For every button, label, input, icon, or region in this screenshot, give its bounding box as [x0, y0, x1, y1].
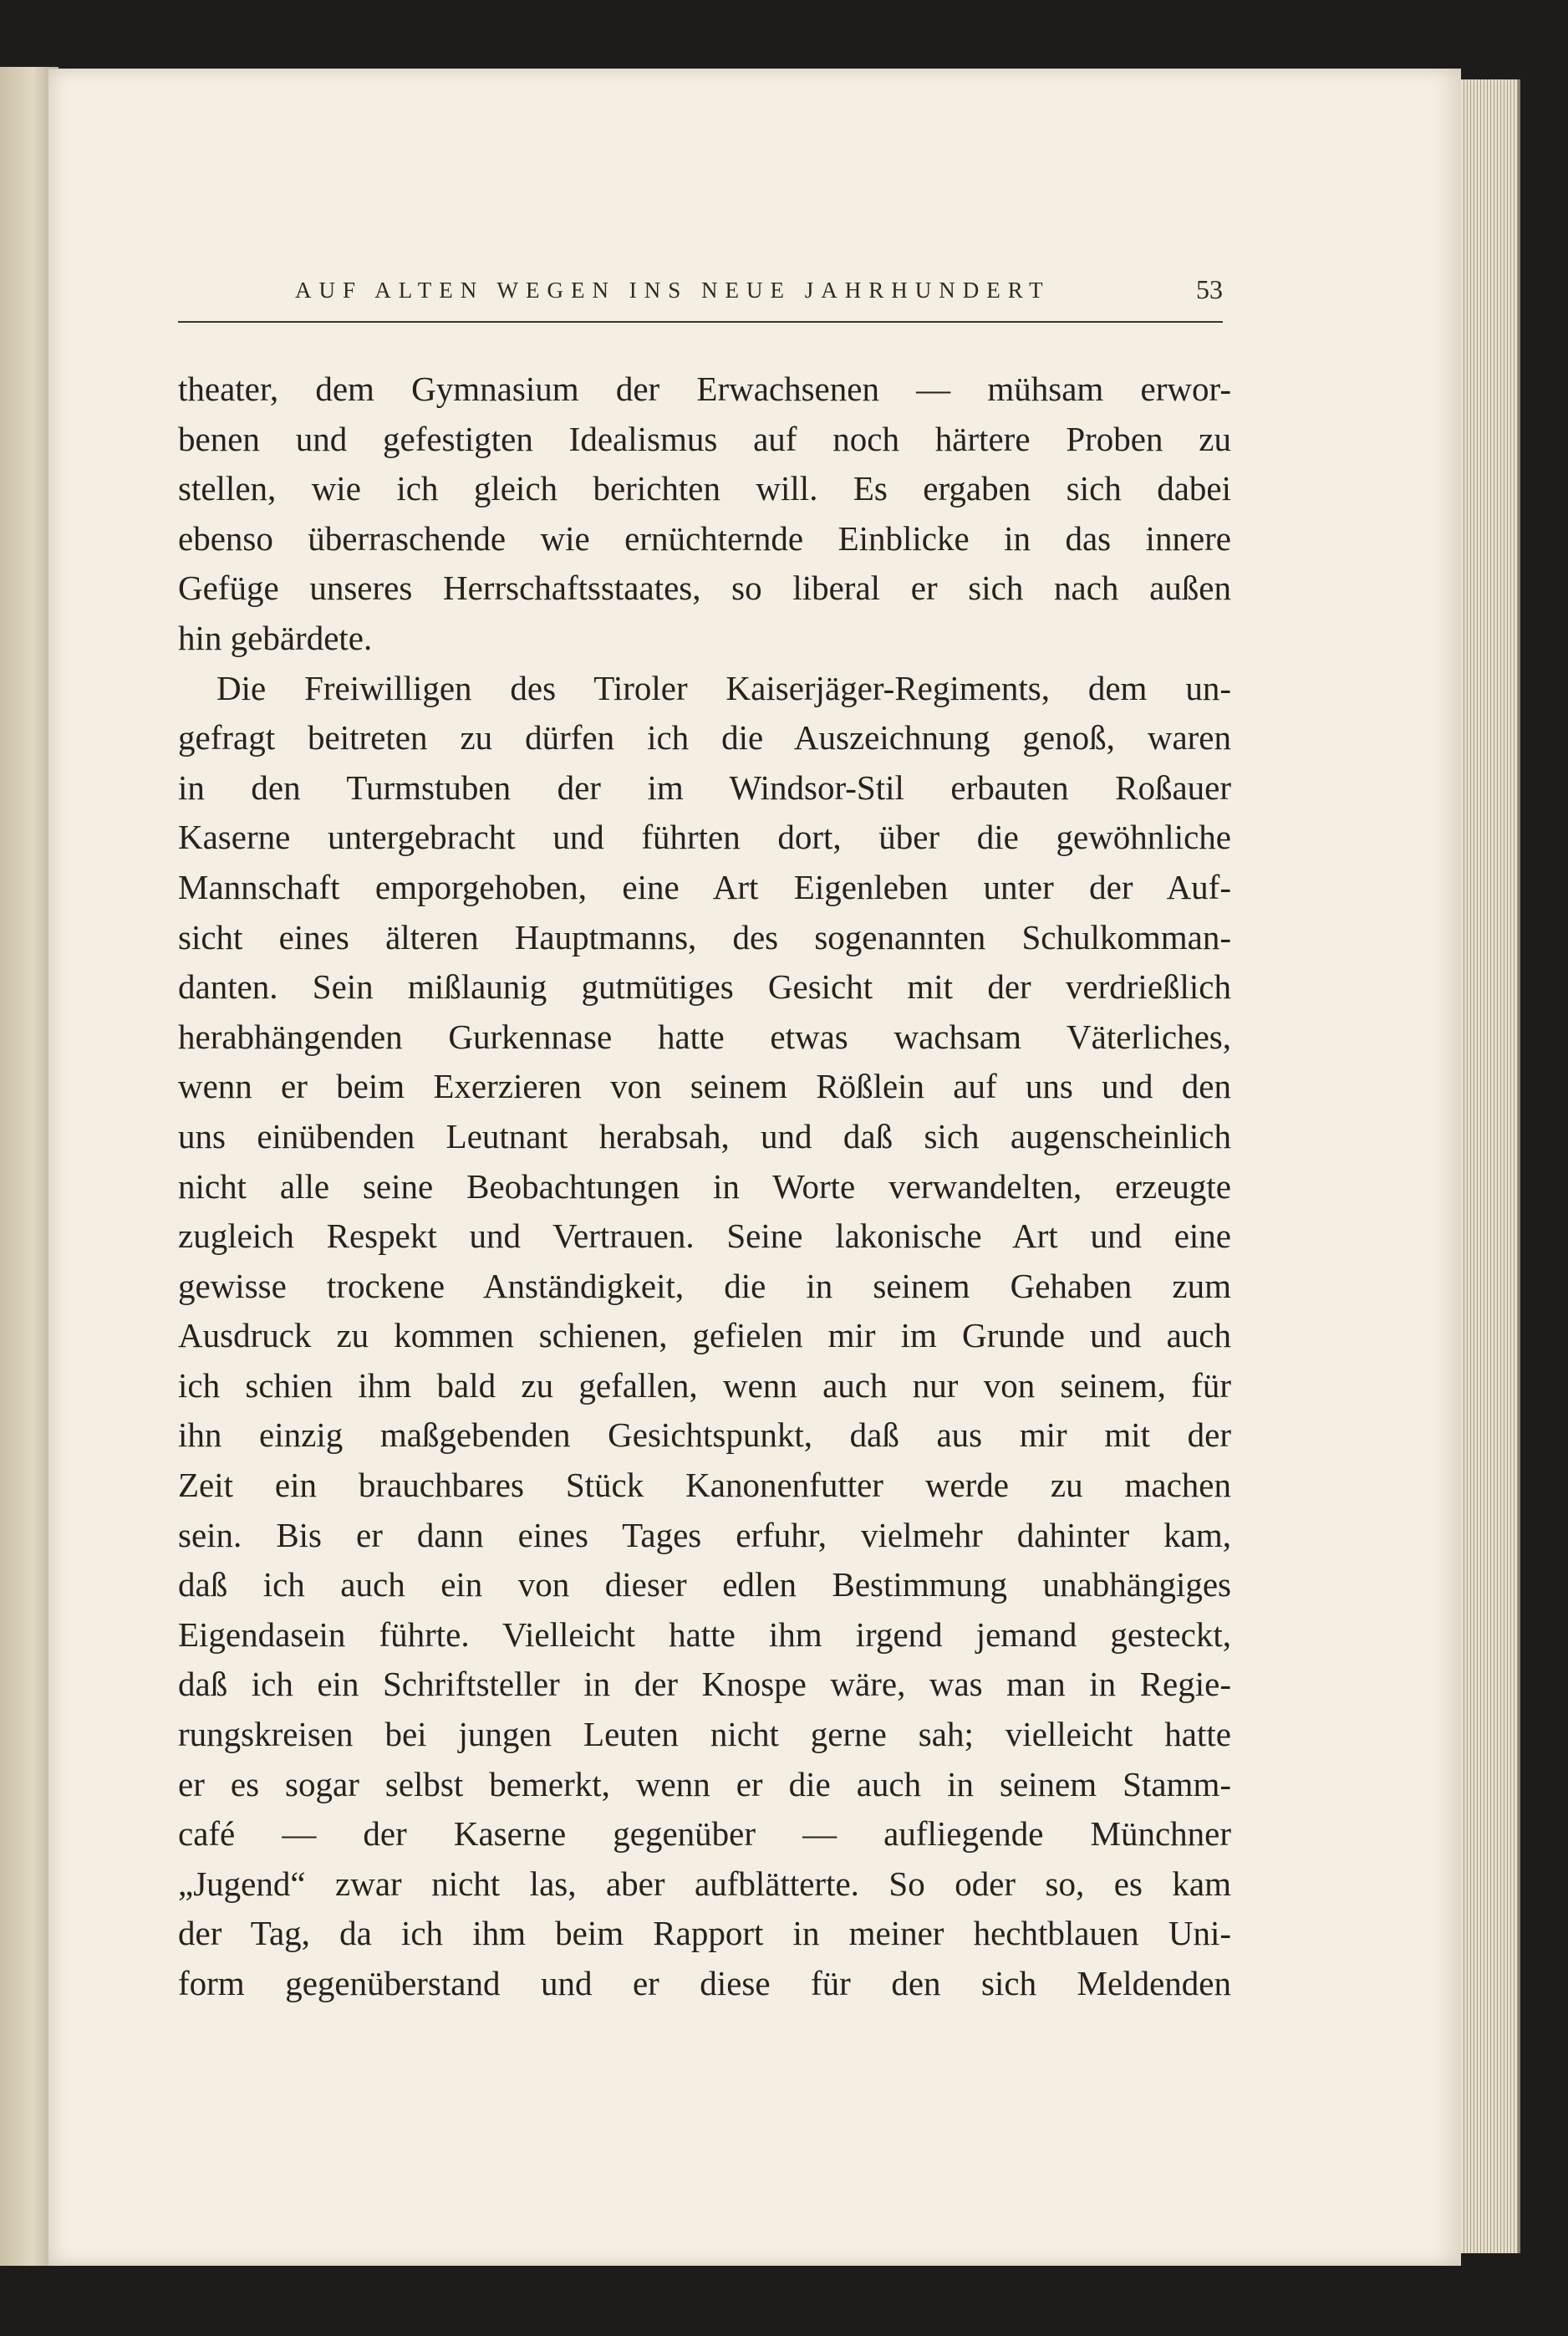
text-line: Ausdruck zu kommen schienen, gefielen mir im Grunde und auch [178, 1316, 1231, 1355]
text-line: stellen, wie ich gleich berichten will. Es ergaben sich dabei [178, 469, 1231, 508]
text-line: er es sogar selbst bemerkt, wenn er die auch in seinem Stamm- [178, 1764, 1231, 1803]
running-title: AUF ALTEN WEGEN INS NEUE JAHRHUNDERT [295, 278, 1051, 303]
text-line: wenn er beim Exerzieren von seinem Rößlein auf uns und den [178, 1067, 1231, 1106]
body-text [178, 365, 1231, 2009]
text-line: in den Turmstuben der im Windsor-Stil erbauten Roßauer [178, 768, 1231, 807]
text-line: herabhängenden Gurkennase hatte etwas wachsam Väterliches, [178, 1017, 1231, 1056]
header-rule [178, 321, 1223, 323]
page-stack-edge [1458, 79, 1520, 2253]
text-line: Zeit ein brauchbares Stück Kanonenfutter werde zu machen [178, 1466, 1231, 1505]
running-head [178, 269, 1223, 328]
text-line: nicht alle seine Beobachtungen in Worte verwandelten, erzeugte [178, 1166, 1231, 1206]
text-line: Gefüge unseres Herrschaftsstaates, so liberal er sich nach außen [178, 569, 1231, 608]
text-line: daß ich auch ein von dieser edlen Bestimmung unabhängiges [178, 1565, 1231, 1604]
paragraph-start-line: Die Freiwilligen des Tiroler Kaiserjäger-Regiments, dem un- [216, 668, 1231, 707]
text-line: café — der Kaserne gegenüber — aufliegende Münchner [178, 1814, 1231, 1854]
text-line: daß ich ein Schriftsteller in der Knospe wäre, was man in Regie- [178, 1665, 1231, 1704]
text-line: ihn einzig maßgebenden Gesichtspunkt, daß aus mir mit der [178, 1415, 1231, 1455]
text-line: gefragt beitreten zu dürfen ich die Auszeichnung genoß, waren [178, 718, 1231, 757]
text-line: ebenso überraschende wie ernüchternde Einblicke in das innere [178, 518, 1231, 558]
text-line: sicht eines älteren Hauptmanns, des sogenannten Schulkomman- [178, 917, 1231, 956]
text-line: theater, dem Gymnasium der Erwachsenen — mühsam erwor- [178, 370, 1231, 408]
text-line: gewisse trockene Anständigkeit, die in seinem Gehaben zum [178, 1266, 1231, 1305]
text-line: Eigendasein führte. Vielleicht hatte ihm irgend jemand gesteckt, [178, 1614, 1231, 1654]
paragraph-end-line: hin gebärdete. [178, 618, 373, 657]
text-line: Kaserne untergebracht und führten dort, über die gewöhnliche [178, 818, 1231, 857]
text-line: benen und gefestigten Idealismus auf noch härtere Proben zu [178, 419, 1231, 458]
text-line: rungskreisen bei jungen Leuten nicht gerne sah; vielleicht hatte [178, 1715, 1231, 1754]
text-line: uns einübenden Leutnant herabsah, und daß sich augenscheinlich [178, 1116, 1231, 1155]
text-line: sein. Bis er dann eines Tages erfuhr, vielmehr dahinter kam, [178, 1515, 1231, 1554]
text-line: der Tag, da ich ihm beim Rapport in meiner hechtblauen Uni- [178, 1914, 1231, 1953]
page-number: 53 [1196, 274, 1223, 304]
text-line: danten. Sein mißlaunig gutmütiges Gesicht mit der verdrießlich [178, 967, 1231, 1007]
text-line: zugleich Respekt und Vertrauen. Seine lakonische Art und eine [178, 1216, 1231, 1256]
text-line: ich schien ihm bald zu gefallen, wenn auch nur von seinem, für [178, 1365, 1231, 1405]
text-line: „Jugend“ zwar nicht las, aber aufblätterte. So oder so, es kam [178, 1864, 1231, 1903]
text-line: form gegenüberstand und er diese für den sich Meldenden [178, 1964, 1231, 2002]
text-line: Mannschaft emporgehoben, eine Art Eigenleben unter der Auf- [178, 867, 1231, 906]
